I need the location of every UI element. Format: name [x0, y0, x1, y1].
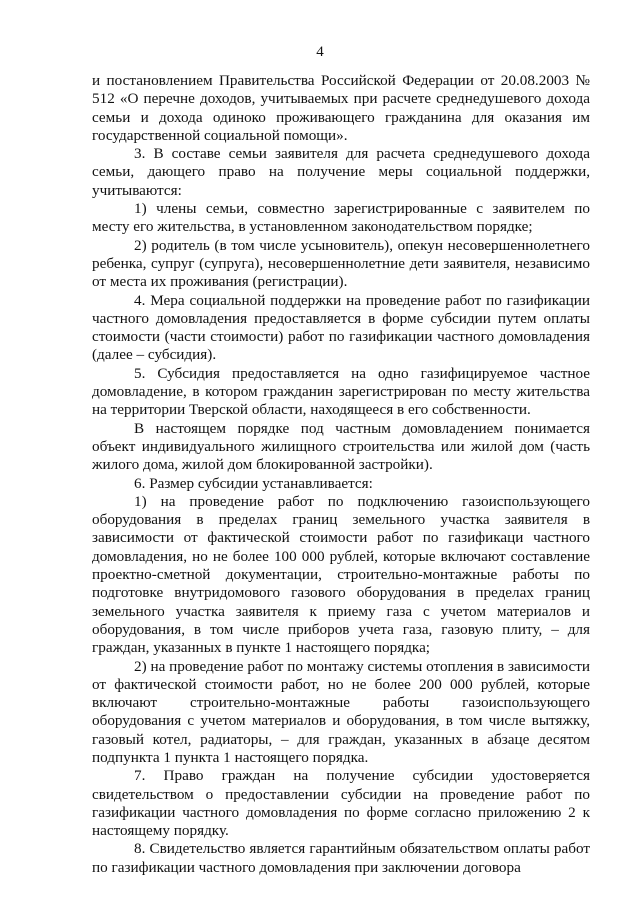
paragraph-6-item-2: 2) на проведение работ по монтажу системы отопления в зависимости от фактической стоимости работ, но не более 200 000 рублей, которые включают строительно-монтажные работы газоиспользующего оборудования с учетом материалов и оборудования, в том числе вытяжку, газовый котел, радиаторы, – для граждан, указанных в абзаце десятом подпункта 1 пункта 1 настоящего порядка.: [92, 657, 590, 766]
paragraph-6-item-1: 1) на проведение работ по подключению газоиспользующего оборудования в пределах границ земельного участка заявителя в зависимости от фактической стоимости работ по газификаци частного домовладения, но не более 100 000 рублей, которые включают составление проектно-сметной документации, строительно-монтажные работы по подготовке внутридомового газового оборудования в пределах границ земельного участка заявителя к приему газа с учетом материалов и оборудования, в том числе приборов учета газа, газовую плиту, – для граждан, указанных в пункте 1 настоящего порядка;: [92, 492, 590, 657]
paragraph-5-subsidy-scope: 5. Субсидия предоставляется на одно газифицируемое частное домовладение, в котором гражданин зарегистрирован по месту жительства на территории Тверской области, находящееся в его собственности.: [92, 364, 590, 419]
document-body: [92, 72, 590, 877]
paragraph-3-family-composition: 3. В составе семьи заявителя для расчета среднедушевого дохода семьи, дающего право на получение меры социальной поддержки, учитываются:: [92, 145, 590, 199]
paragraph-3-item-2: 2) родитель (в том числе усыновитель), опекун несовершеннолетнего ребенка, супруг (супруга), несовершеннолетние дети заявителя, независимо от места их проживания (регистрации).: [92, 236, 590, 291]
paragraph-3-item-1: 1) члены семьи, совместно зарегистрированные с заявителем по месту его жительства, в установленном законодательством порядке;: [92, 200, 590, 236]
paragraph-4-support-form: 4. Мера социальной поддержки на проведение работ по газификации частного домовладения предоставляется в форме субсидии путем оплаты стоимости (части стоимости) работ по газификации частного домовладения (далее – субсидия).: [92, 291, 590, 364]
page-number: 4: [316, 44, 324, 60]
paragraph-5-household-definition: В настоящем порядке под частным домовладением понимается объект индивидуального жилищного строительства или жилой дом (часть жилого дома, жилой дом блокированной застройки).: [92, 419, 590, 474]
paragraph-resolution-reference: и постановлением Правительства Российской Федерации от 20.08.2003 № 512 «О перечне доходов, учитываемых при расчете среднедушевого дохода семьи и дохода одиноко проживающего гражданина для оказания им государственной социальной помощи».: [92, 72, 590, 144]
paragraph-7-certificate-right: 7. Право граждан на получение субсидии удостоверяется свидетельством о предоставлении субсидии на проведение работ по газификации частного домовладения по форме согласно приложению 2 к настоящему порядку.: [92, 767, 590, 840]
paragraph-6-subsidy-amount: 6. Размер субсидии устанавливается:: [134, 474, 373, 492]
paragraph-8-certificate-guarantee: 8. Свидетельство является гарантийным обязательством оплаты работ по газификации частного домовладения при заключении договора: [92, 840, 590, 876]
